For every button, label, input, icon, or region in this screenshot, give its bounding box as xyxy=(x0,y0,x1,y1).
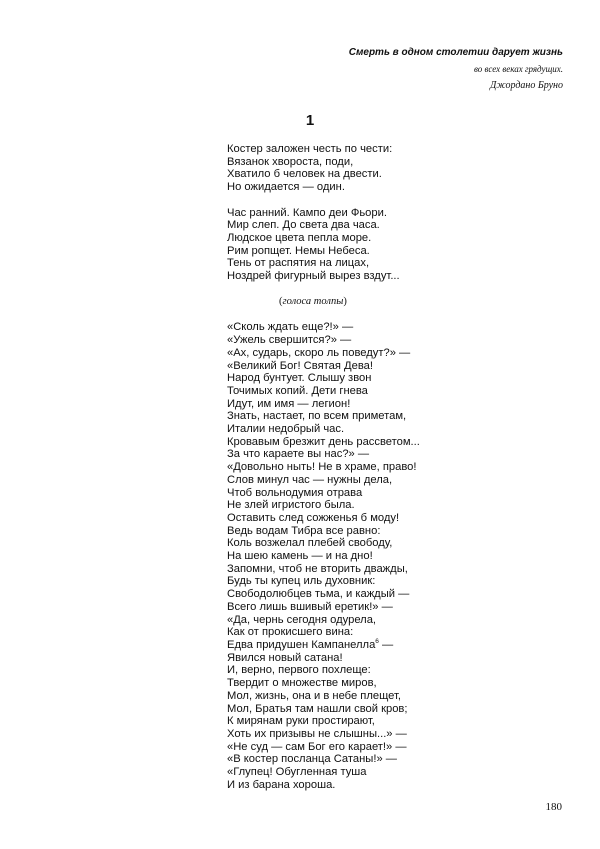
poem-line: Слов минул час — нужны дела, xyxy=(227,473,393,486)
poem-line: Оставить след сожженья б моду! xyxy=(227,511,400,524)
poem-line: «Довольно ныть! Не в храме, право! xyxy=(227,461,417,474)
poem-line: Мир слеп. До света два часа. xyxy=(227,219,380,232)
epigraph-author: Джордано Бруно xyxy=(490,80,563,91)
poem-line: За что караете вы нас?» — xyxy=(227,448,370,461)
poem-line: Знать, настает, по всем приметам, xyxy=(227,410,407,423)
page-number: 180 xyxy=(545,801,562,813)
poem-line: Тень от распятия на лицах, xyxy=(227,257,370,270)
poem-line: «Великий Бог! Святая Дева! xyxy=(227,359,373,372)
poem-line: Твердит о множестве миров, xyxy=(227,677,377,690)
stage-direction: (голоса толпы) xyxy=(279,296,347,308)
poem-line: Явился новый сатана! xyxy=(227,651,343,664)
poem-line: Всего лишь вшивый еретик!» — xyxy=(227,600,393,613)
poem-line: Мол, жизнь, она и в небе плещет, xyxy=(227,689,402,702)
poem-line: Хватило б человек на двести. xyxy=(227,168,382,181)
poem-line: К мирянам руки простирают, xyxy=(227,715,375,728)
poem-line: Кровавым брезжит день рассветом... xyxy=(227,435,420,448)
poem-line: Едва придушен Кампанелла$^6$ — xyxy=(227,637,394,651)
poem-line: «Глупец! Обугленная туша xyxy=(227,766,367,779)
poem-line: Хоть их призывы не слышны...» — xyxy=(227,727,407,740)
epigraph-line: Смерть в одном столетии дарует жизнь xyxy=(348,47,563,58)
poem-line: Не злей игристого была. xyxy=(227,499,355,512)
poem-line: Ведь водам Тибра все равно: xyxy=(227,524,381,537)
poem-line: Народ бунтует. Слышу звон xyxy=(227,372,372,385)
stanza xyxy=(227,143,420,194)
poem-line: «Не суд — сам Бог его карает!» — xyxy=(227,740,407,753)
stage-direction-text: голоса толпы xyxy=(282,296,344,308)
poem-line: Идут, им имя — легион! xyxy=(227,397,351,410)
poem-line: Людское цвета пепла море. xyxy=(227,231,372,244)
poem-line: Ноздрей фигурный вырез вздут... xyxy=(227,270,400,283)
epigraph-line: во всех веках грядущих. xyxy=(474,64,563,74)
poem-line: «В костер посланца Сатаны!» — xyxy=(227,753,397,766)
poem-line: Рим ропщет. Немы Небеса. xyxy=(227,244,370,257)
stanza xyxy=(227,207,420,283)
poem-line: Мол, Братья там нашли свой кров; xyxy=(227,702,408,715)
poem-line: Как от прокисшего вина: xyxy=(227,626,354,639)
poem-line: Будь ты купец иль духовник: xyxy=(227,575,376,588)
poem-body xyxy=(227,143,420,804)
stanza xyxy=(227,321,420,791)
poem-line: «Да, чернь сегодня одурела, xyxy=(227,613,377,626)
poem-line: На шею камень — и на дно! xyxy=(227,550,373,563)
poem-line: Вязанок хвороста, поди, xyxy=(227,155,354,168)
epigraph xyxy=(349,45,563,95)
poem-line: И из барана хороша. xyxy=(227,778,336,791)
footnote-marker[interactable]: 6 xyxy=(375,637,379,645)
poem-line: Запомни, чтоб не вторить дважды, xyxy=(227,562,408,575)
poem-line: И, верно, первого похлеще: xyxy=(227,664,371,677)
poem-line: Час ранний. Кампо деи Фьори. xyxy=(227,206,387,219)
poem-line: Но ожидается — один. xyxy=(227,181,345,194)
poem-line: Коль возжелал плебей свободу, xyxy=(227,537,393,550)
poem-line: Костер заложен честь по чести: xyxy=(227,143,393,155)
poem-line: Чтоб вольнодумия отрава xyxy=(227,486,363,499)
poem-line: «Ужель свершится?» — xyxy=(227,334,352,347)
poem-line: Точимых копий. Дети гнева xyxy=(227,384,368,397)
poem-line: Италии недобрый час. xyxy=(227,423,345,436)
chapter-number: 1 xyxy=(305,112,315,129)
poem-line: «Сколь ждать еще?!» — xyxy=(227,321,354,334)
poem-line: Свободолюбцев тьма, и каждый — xyxy=(227,588,410,601)
poem-line: «Ах, сударь, скоро ль поведут?» — xyxy=(227,346,411,359)
